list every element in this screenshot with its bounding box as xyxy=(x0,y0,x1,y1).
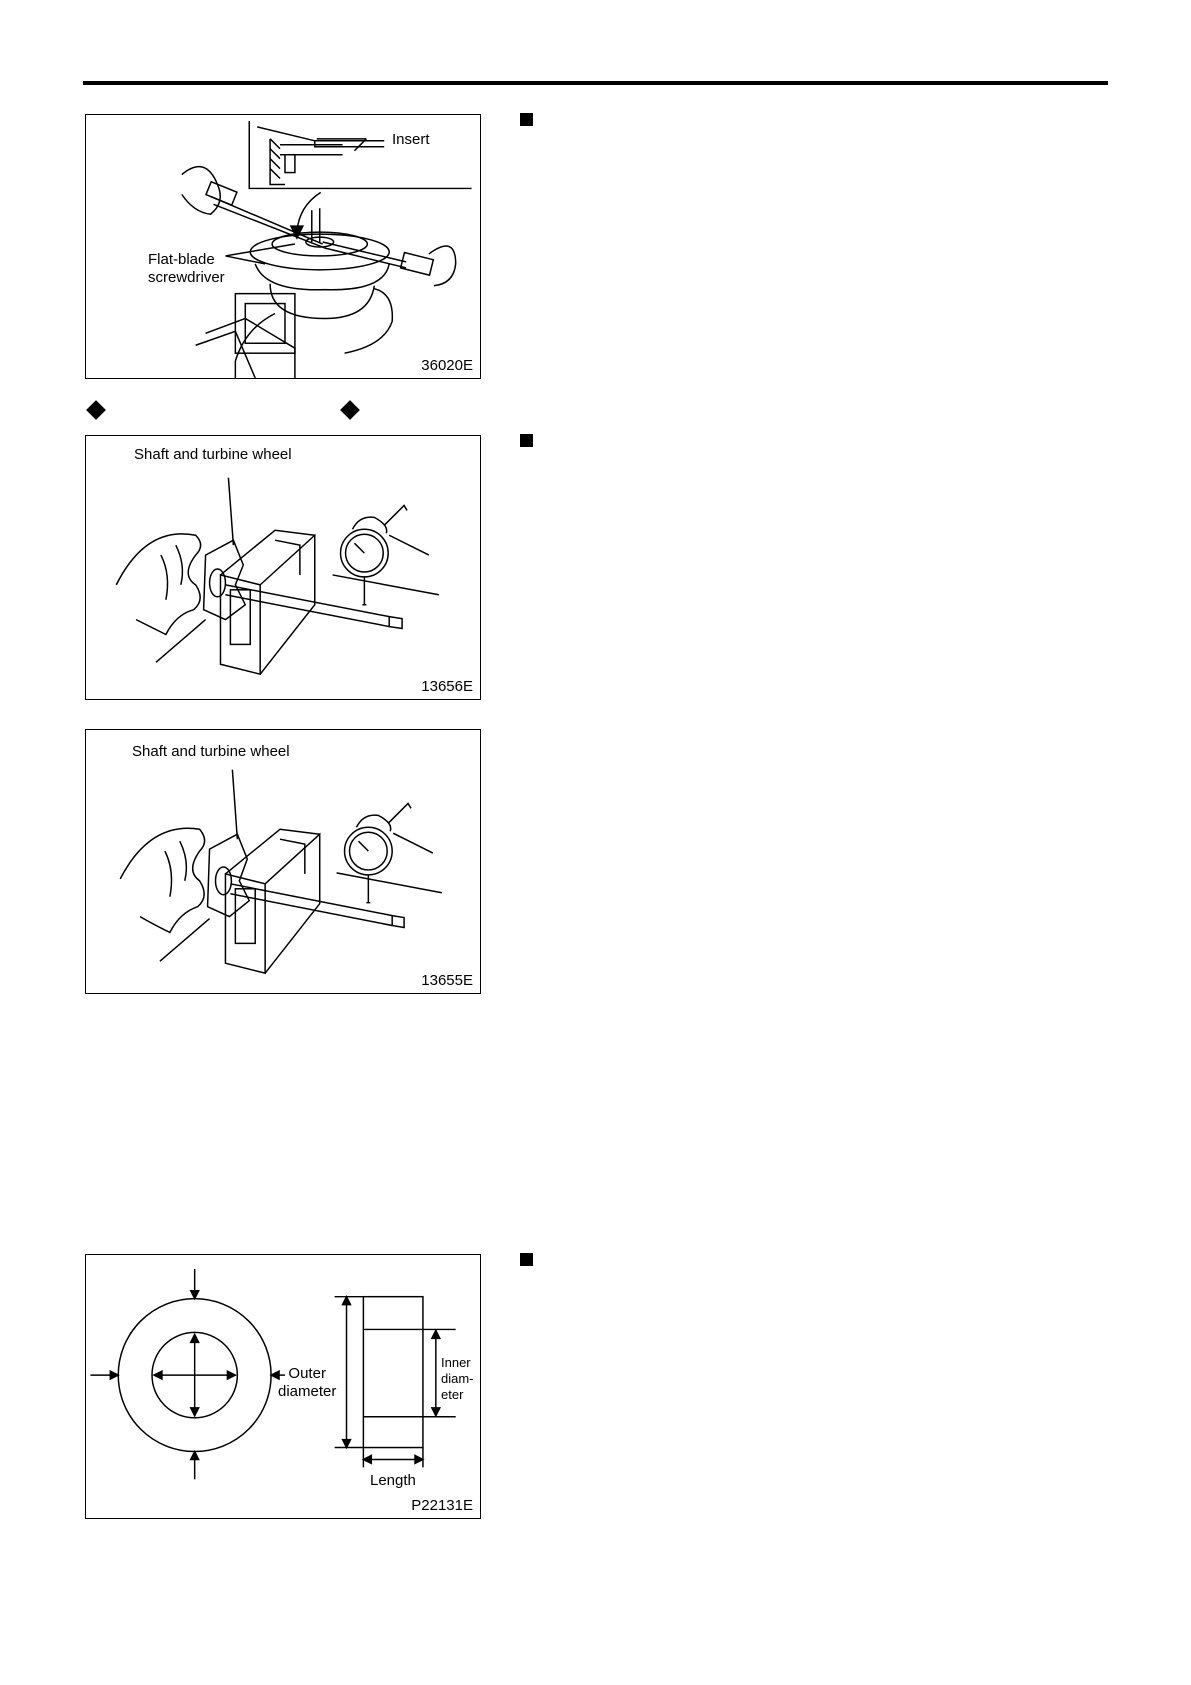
figure-code: 13655E xyxy=(421,972,473,989)
label-inner-diameter: Inner diam- eter xyxy=(441,1355,474,1402)
label-flat-blade-screwdriver: Flat-blade screwdriver xyxy=(148,251,225,286)
label-length: Length xyxy=(370,1472,416,1489)
figure-code: P22131E xyxy=(411,1497,473,1514)
diamond-marker-icon xyxy=(86,400,106,420)
section-marker-icon xyxy=(520,113,533,126)
diamond-marker-icon xyxy=(340,400,360,420)
figure-code: 36020E xyxy=(421,357,473,374)
label-insert: Insert xyxy=(392,131,430,148)
section-marker-icon xyxy=(520,434,533,447)
figure-insert-removal xyxy=(85,114,481,379)
figure-shaft-runout-2 xyxy=(85,729,481,994)
section-marker-icon xyxy=(520,1253,533,1266)
header-rule xyxy=(83,81,1108,85)
figure-bushing-dimensions xyxy=(85,1254,481,1519)
insert-removal-illustration xyxy=(86,115,480,378)
label-shaft-and-turbine-wheel: Shaft and turbine wheel xyxy=(134,446,292,463)
figure-code: 13656E xyxy=(421,678,473,695)
label-outer-diameter: Outer diameter xyxy=(278,1365,337,1400)
shaft-runout-illustration xyxy=(86,436,480,699)
shaft-runout-illustration xyxy=(86,730,480,993)
figure-shaft-runout-1 xyxy=(85,435,481,700)
label-shaft-and-turbine-wheel: Shaft and turbine wheel xyxy=(132,743,290,760)
